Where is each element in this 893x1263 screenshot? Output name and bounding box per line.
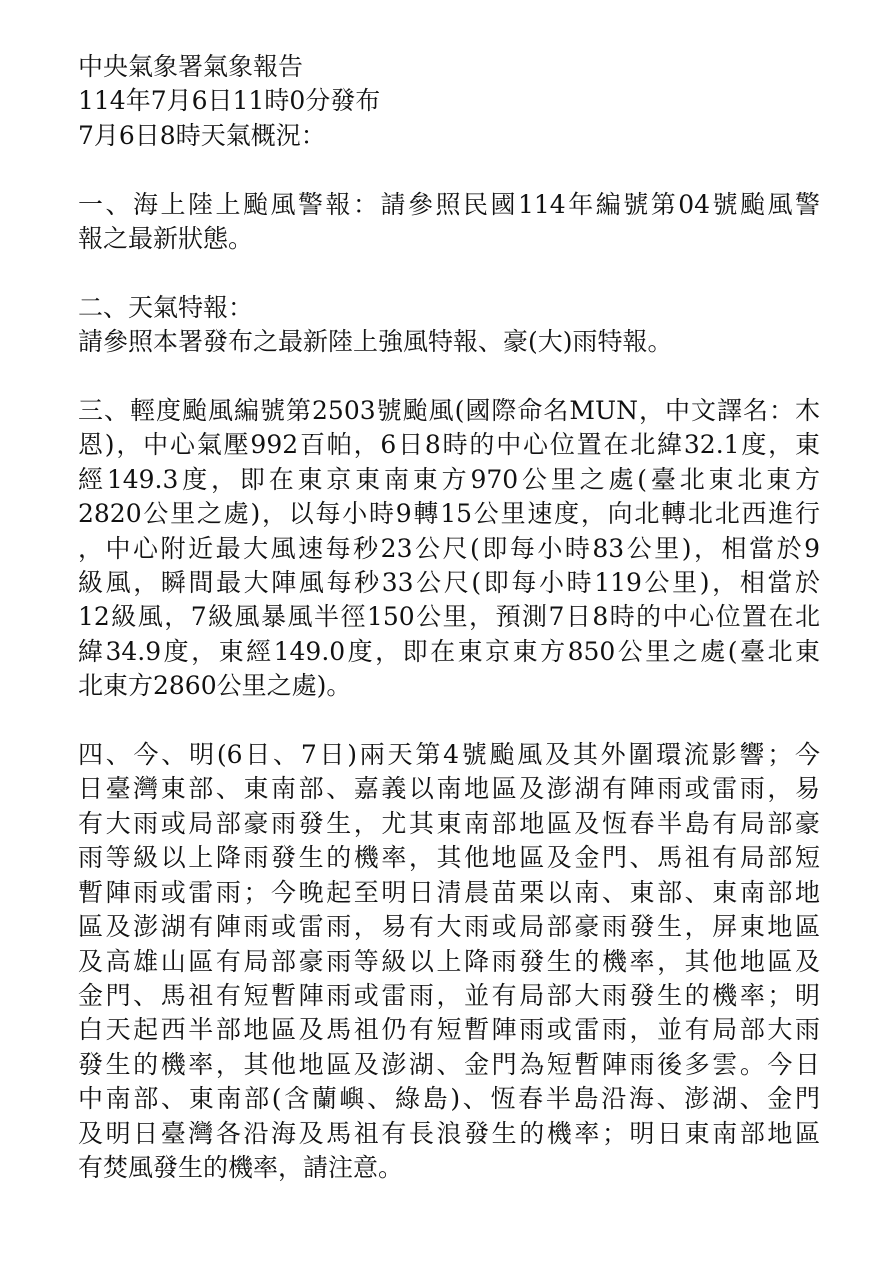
paragraph-line: 恩)，中心氣壓992百帕，6日8時的中心位置在北緯32.1度，東: [78, 430, 820, 460]
paragraph-line: 經149.3度，即在東京東南東方970公里之處(臺北東北東方: [78, 464, 820, 494]
paragraph-line: 區及澎湖有陣雨或雷雨，易有大雨或局部豪雨發生，屏東地區: [78, 912, 820, 942]
paragraph-line: 及高雄山區有局部豪雨等級以上降雨發生的機率，其他地區及: [78, 946, 820, 976]
paragraph-line: 白天起西半部地區及馬祖仍有短暫陣雨或雷雨，並有局部大雨: [78, 1015, 820, 1045]
issued-time: 114年7月6日11時0分發布: [78, 86, 381, 116]
paragraph-line: 一、海上陸上颱風警報：請參照民國114年編號第04號颱風警: [78, 189, 820, 219]
paragraph-line: 12級風，7級風暴風半徑150公里，預測7日8時的中心位置在北: [78, 602, 820, 632]
paragraph-line: 有大雨或局部豪雨發生，尤其東南部地區及恆春半島有局部豪: [78, 808, 820, 838]
paragraph-line: 雨等級以上降雨發生的機率，其他地區及金門、馬祖有局部短: [78, 843, 820, 873]
paragraph-line: 暫陣雨或雷雨；今晚起至明日清晨苗栗以南、東部、東南部地: [78, 877, 820, 907]
paragraph-line: 二、天氣特報：: [78, 292, 254, 322]
paragraph-line: 發生的機率，其他地區及澎湖、金門為短暫陣雨後多雲。今日: [78, 1049, 820, 1079]
paragraph-line: ，中心附近最大風速每秒23公尺(即每小時83公里)，相當於9: [78, 533, 820, 563]
paragraph-line: 2820公里之處)，以每小時9轉15公里速度，向北轉北北西進行: [78, 499, 820, 529]
paragraph-line: 緯34.9度，東經149.0度，即在東京東方850公里之處(臺北東: [78, 636, 820, 666]
paragraph-line: 中南部、東南部(含蘭嶼、綠島)、恆春半島沿海、澎湖、金門: [78, 1084, 820, 1114]
blank-line: [78, 153, 820, 187]
section-forecast: [78, 738, 820, 1185]
paragraph-line: 日臺灣東部、東南部、嘉義以南地區及澎湖有陣雨或雷雨，易: [78, 774, 820, 804]
blank-line: [78, 256, 820, 290]
paragraph-line: 有焚風發生的機率，請注意。: [78, 1152, 404, 1182]
paragraph-line: 金門、馬祖有短暫陣雨或雷雨，並有局部大雨發生的機率；明: [78, 980, 820, 1010]
paragraph-line: 四、今、明(6日、7日)兩天第4號颱風及其外圍環流影響；今: [78, 740, 820, 770]
paragraph-line: 報之最新狀態。: [78, 224, 254, 254]
weather-report-document: [78, 50, 820, 1185]
section-special-weather: [78, 291, 820, 360]
paragraph-line: 及明日臺灣各沿海及馬祖有長浪發生的機率；明日東南部地區: [78, 1118, 820, 1148]
blank-line: [78, 704, 820, 738]
agency-title: 中央氣象署氣象報告: [78, 52, 304, 81]
blank-line: [78, 360, 820, 394]
paragraph-line: 北東方2860公里之處)。: [78, 671, 352, 701]
section-typhoon-warning: [78, 188, 820, 257]
paragraph-line: 級風，瞬間最大陣風每秒33公尺(即每小時119公里)，相當於: [78, 568, 820, 598]
overview-label: 7月6日8時天氣概況：: [78, 120, 326, 150]
paragraph-line: 三、輕度颱風編號第2503號颱風(國際命名MUN，中文譯名：木: [78, 396, 820, 426]
paragraph-line: 請參照本署發布之最新陸上強風特報、豪(大)雨特報。: [78, 327, 673, 357]
section-typhoon-details: [78, 394, 820, 704]
